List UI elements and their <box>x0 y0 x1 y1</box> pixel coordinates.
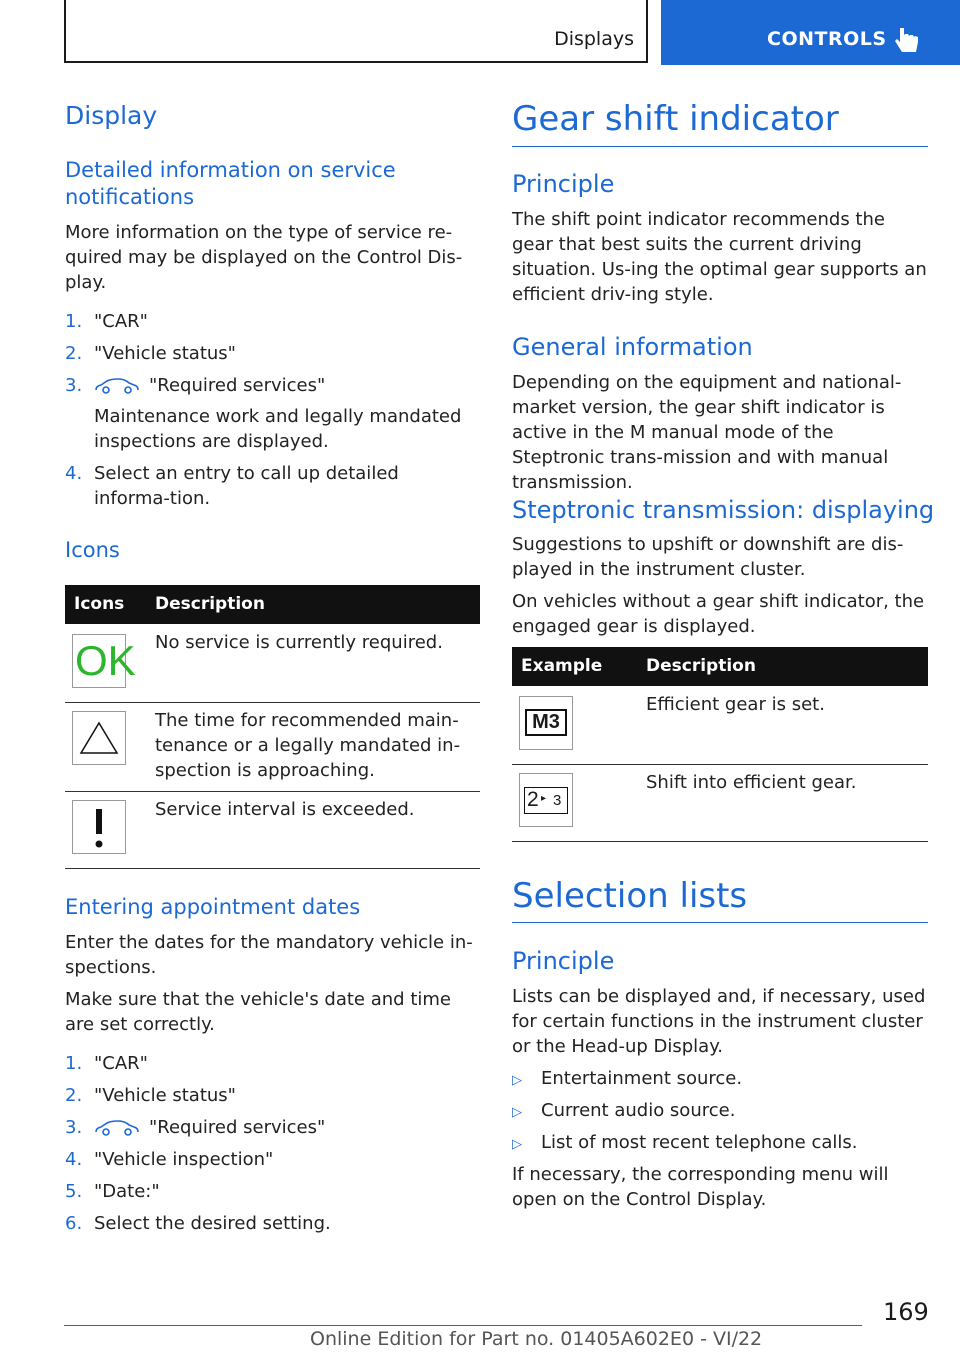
footer-rule <box>64 1325 862 1326</box>
principle-heading: Principle <box>512 170 615 198</box>
section-title: Displays <box>554 28 634 50</box>
ok-icon: OK <box>72 634 126 688</box>
shift-2-to-3-icon: 2 ▸ 3 <box>519 773 573 827</box>
display-heading: Display <box>65 101 158 130</box>
arrow-right-icon: ▸ <box>541 793 547 804</box>
selection-body: Lists can be displayed and, if necessary, used for certain functions in the instrument cluster or the Head-up Display. <box>512 986 926 1057</box>
page-number: 169 <box>883 1298 929 1326</box>
selection-body-2: If necessary, the corresponding menu will open on the Control Display. <box>512 1164 889 1210</box>
selection-principle-heading: Principle <box>512 947 615 975</box>
edition-footer: Online Edition for Part no. 01405A602E0 - VI/22 <box>310 1328 763 1350</box>
selection-lists-heading: Selection lists <box>512 876 748 916</box>
principle-body: The shift point indicator recommends the gear that best suits the current driving situation. Us-ing the optimal gear supports an efficient driv-ing style. <box>512 209 927 305</box>
appointment-heading: Entering appointment dates <box>65 895 361 919</box>
triangle-bullet-icon: ▷ <box>512 1073 522 1088</box>
header-left-box <box>64 0 648 63</box>
detailed-info-heading: Detailed information on service notifications <box>65 158 396 209</box>
chapter-tab[interactable] <box>661 0 960 65</box>
general-body: Depending on the equipment and national-market version, the gear shift indicator is active in the M manual mode of the Steptronic trans-mission and with manual transmission. <box>512 372 902 493</box>
detailed-info-body: More information on the type of service re-quired may be displayed on the Control Dis-play. <box>65 222 463 293</box>
steptronic-heading: Steptronic transmission: displaying <box>512 496 935 524</box>
table-header: Icons Description <box>65 585 480 624</box>
exclamation-icon <box>72 800 126 854</box>
triangle-bullet-icon: ▷ <box>512 1137 522 1152</box>
pointing-hand-icon <box>894 26 920 54</box>
gear-shift-heading: Gear shift indicator <box>512 99 839 139</box>
car-icon <box>94 377 140 395</box>
steptronic-body-1: Suggestions to upshift or downshift are dis-played in the instrument cluster. <box>512 534 904 580</box>
chapter-title: CONTROLS <box>767 28 887 50</box>
appointment-body-2: Make sure that the vehicle's date and time are set correctly. <box>65 989 451 1035</box>
table-header: Example Description <box>512 647 928 686</box>
warning-triangle-icon <box>72 711 126 765</box>
triangle-bullet-icon: ▷ <box>512 1105 522 1120</box>
icons-heading: Icons <box>65 538 120 562</box>
steptronic-body-2: On vehicles without a gear shift indicator, the engaged gear is displayed. <box>512 591 925 637</box>
m3-gear-icon: M3 <box>519 696 573 750</box>
general-heading: General information <box>512 333 753 361</box>
appointment-body-1: Enter the dates for the mandatory vehicle in-spections. <box>65 932 473 978</box>
car-icon <box>94 1119 140 1137</box>
